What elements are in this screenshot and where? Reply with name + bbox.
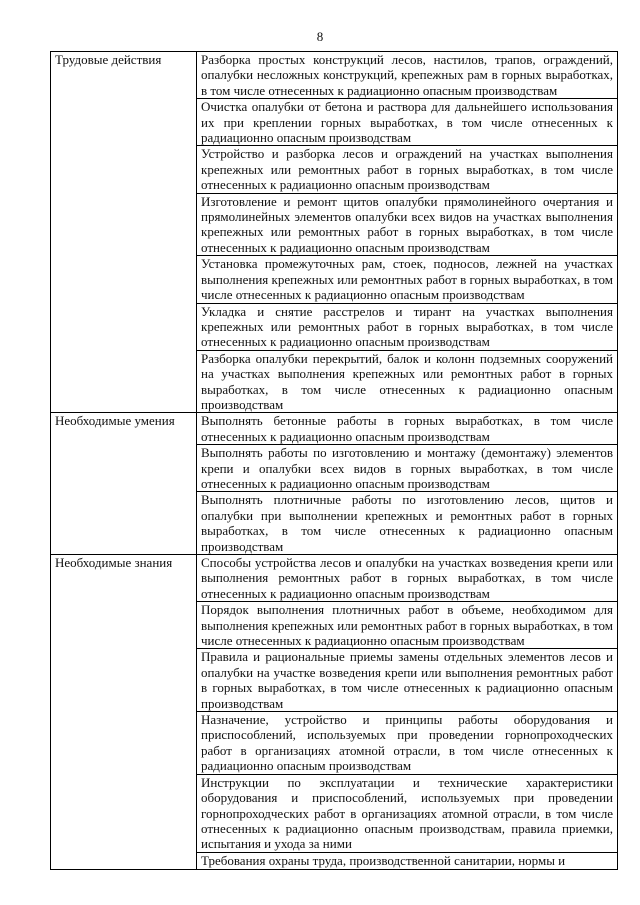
- table-cell: Порядок выполнения плотничных работ в объеме, необходимом для выполнения крепежных или ремонтных работ в горных выработках, в том числе отнесенных к радиационно опасным производствам: [197, 602, 618, 649]
- table-cell: Выполнять работы по изготовлению и монтажу (демонтажу) элементов крепи и опалубки всех видов в горных выработках, в том числе отнесенных к радиационно опасным производствам: [197, 445, 618, 492]
- table-cell: Разборка простых конструкций лесов, настилов, трапов, ограждений, опалубки несложных конструкций, крепежных рам в горных выработках, в том числе отнесенных к радиационно опасным производствам: [197, 52, 618, 99]
- competency-table: [50, 51, 618, 870]
- table-cell: Требования охраны труда, производственной санитарии, нормы и: [197, 852, 618, 869]
- table-cell: Изготовление и ремонт щитов опалубки прямолинейного очертания и прямолинейных элементов опалубки всех видов на участках выполнения крепежных или ремонтных работ в горных выработках, в том числе отнесенных к радиационно опасным производствам: [197, 193, 618, 256]
- table-row: [51, 52, 618, 99]
- table-cell: Очистка опалубки от бетона и раствора для дальнейшего использования их при креплении горных выработках, в том числе отнесенных к радиационно опасным производствам: [197, 99, 618, 146]
- table-cell: Установка промежуточных рам, стоек, подносов, лежней на участках выполнения крепежных или ремонтных работ в горных выработках, в том числе отнесенных к радиационно опасным производствам: [197, 256, 618, 303]
- table-body: [51, 52, 618, 870]
- table-cell: Укладка и снятие расстрелов и тирант на участках выполнения крепежных или ремонтных работ в горных выработках, в том числе отнесенных к радиационно опасным производствам: [197, 303, 618, 350]
- table-row: [51, 413, 618, 445]
- table-cell: Разборка опалубки перекрытий, балок и колонн подземных сооружений на участках выполнения крепежных или ремонтных работ в горных выработках, в том числе отнесенных к радиационно опасным производствам: [197, 350, 618, 413]
- table-cell: Выполнять бетонные работы в горных выработках, в том числе отнесенных к радиационно опасным производствам: [197, 413, 618, 445]
- category-labor-actions: Трудовые действия: [51, 52, 197, 413]
- table-cell: Способы устройства лесов и опалубки на участках возведения крепи или выполнения ремонтных работ в горных выработках, в том числе отнесенных к радиационно опасным производствам: [197, 555, 618, 602]
- table-cell: Правила и рациональные приемы замены отдельных элементов лесов и опалубки на участке возведения крепи или выполнения ремонтных работ в горных выработках, в том числе отнесенных к радиационно опасным производствам: [197, 649, 618, 712]
- table-cell: Назначение, устройство и принципы работы оборудования и приспособлений, используемых при проведении горнопроходческих работ в организациях атомной отрасли, в том числе отнесенных к радиационно опасным производствам: [197, 712, 618, 775]
- table-cell: Выполнять плотничные работы по изготовлению лесов, щитов и опалубки при выполнении крепежных и ремонтных работ в горных выработках, в том числе отнесенных к радиационно опасным производствам: [197, 492, 618, 555]
- table-cell: Инструкции по эксплуатации и технические характеристики оборудования и приспособлений, используемых при проведении горнопроходческих работ в организациях атомной отрасли, в том числе отнесенных к радиационно опасным производствам, правила приемки, испытания и ухода за ними: [197, 774, 618, 852]
- table-cell: Устройство и разборка лесов и ограждений на участках выполнения крепежных или ремонтных работ в горных выработках, в том числе отнесенных к радиационно опасным производствам: [197, 146, 618, 193]
- category-required-knowledge: Необходимые знания: [51, 555, 197, 870]
- table-row: [51, 555, 618, 602]
- category-required-skills: Необходимые умения: [51, 413, 197, 555]
- page-number: 8: [316, 29, 324, 44]
